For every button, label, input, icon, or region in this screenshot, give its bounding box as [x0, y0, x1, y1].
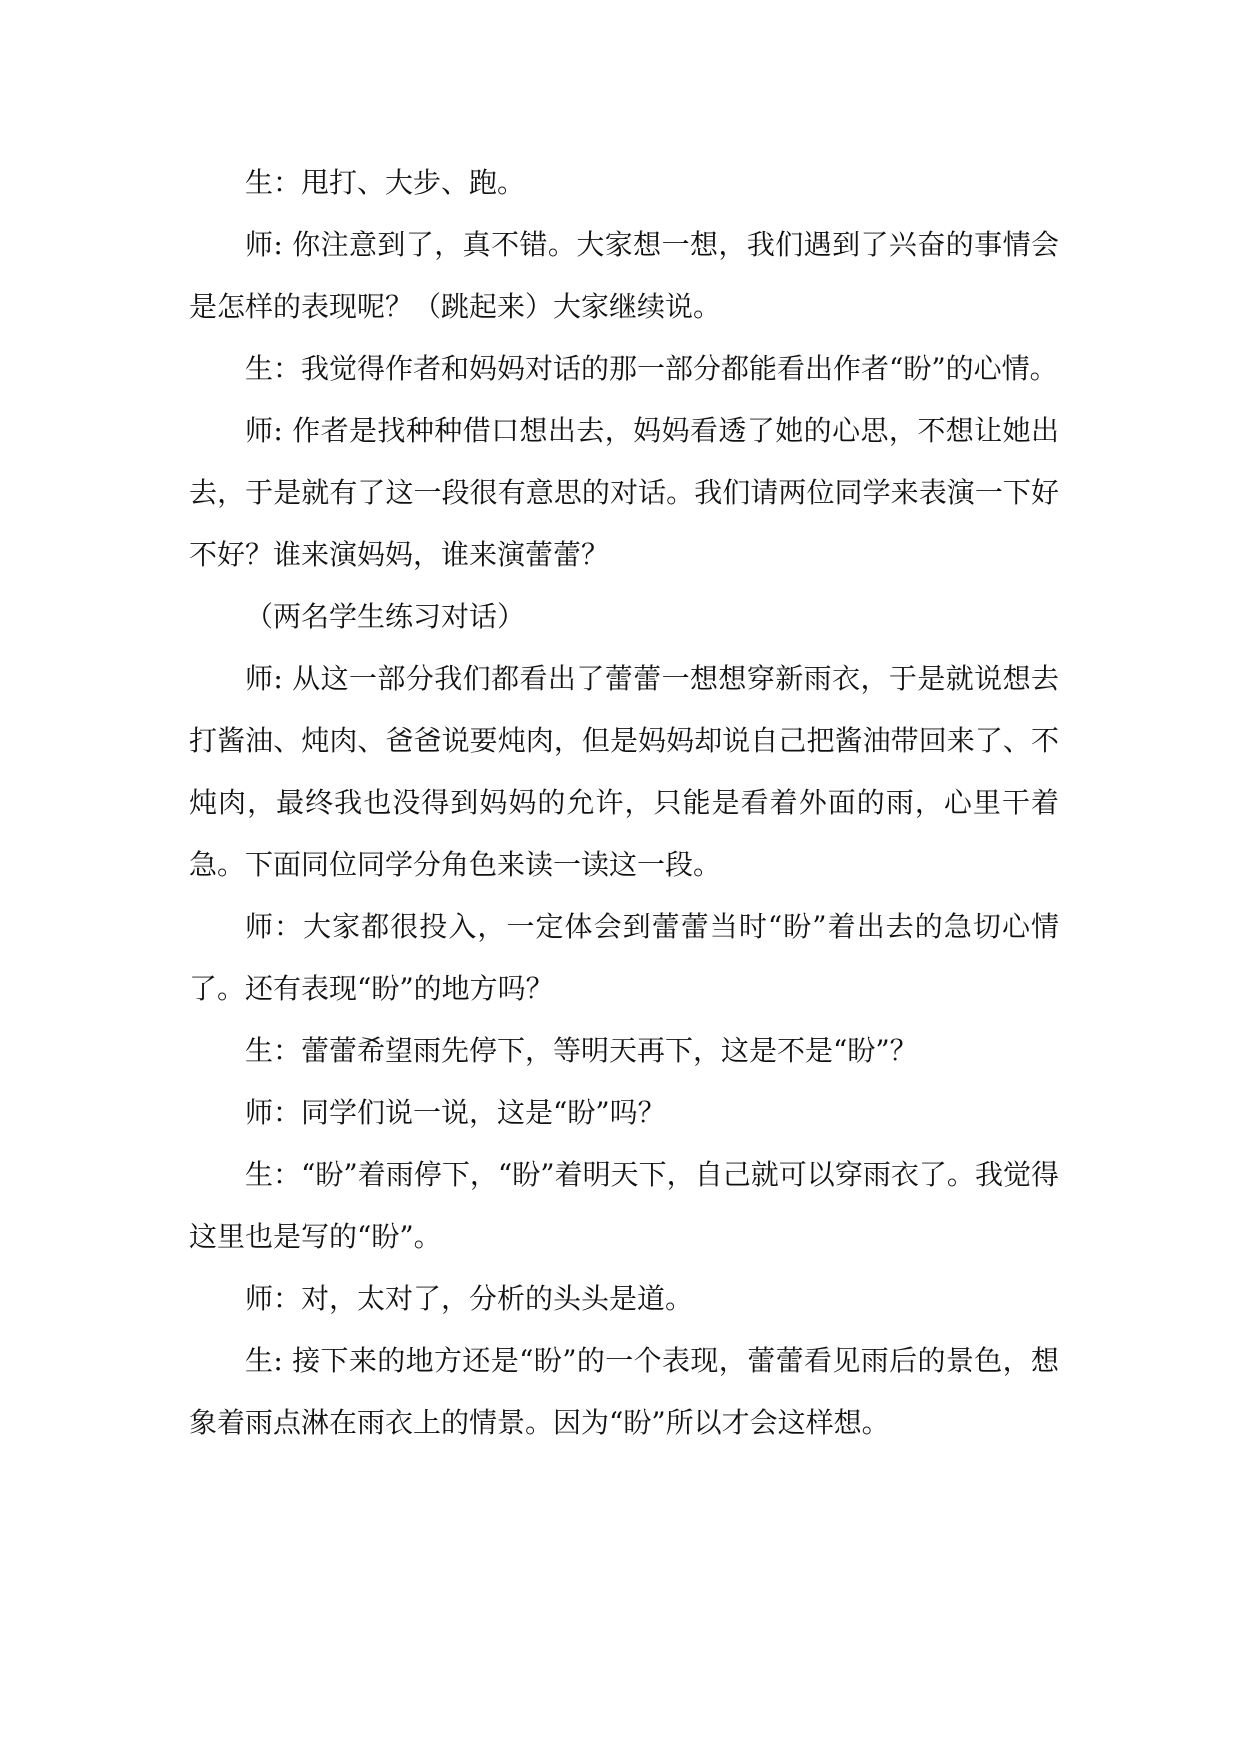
paragraph: 师：同学们说一说，这是“盼”吗？ [245, 1096, 666, 1129]
paragraph: 生：蕾蕾希望雨先停下，等明天再下，这是不是“盼”？ [245, 1034, 918, 1067]
paragraph: 师：对，太对了，分析的头头是道。 [245, 1282, 694, 1315]
paragraph: 生：我觉得作者和妈妈对话的那一部分都能看出作者“盼”的心情。 [245, 352, 1058, 385]
paragraph: 生：甩打、大步、跑。 [245, 166, 526, 199]
paragraph: 师: 作者是找种种借口想出去，妈妈看透了她的心思，不想让她出去，于是就有了这一段很有意思的对话。我们请两位同学来表演一下好不好？谁来演妈妈，谁来演蕾蕾？ [189, 414, 1059, 571]
paragraph: 师: 从这一部分我们都看出了蕾蕾一想想穿新雨衣，于是就说想去打酱油、炖肉、爸爸说要炖肉，但是妈妈却说自己把酱油带回来了、不炖肉，最终我也没得到妈妈的允许，只能是看着外面的雨，心里干着急。下面同位同学分角色来读一读这一段。 [189, 662, 1059, 881]
document-body [189, 152, 1059, 1454]
paragraph: 生：“盼”着雨停下，“盼”着明天下，自己就可以穿雨衣了。我觉得这里也是写的“盼”。 [189, 1158, 1059, 1253]
paragraph: 师: 你注意到了，真不错。大家想一想，我们遇到了兴奋的事情会是怎样的表现呢？（跳起来）大家继续说。 [189, 228, 1059, 323]
paragraph: 生: 接下来的地方还是“盼”的一个表现，蕾蕾看见雨后的景色，想象着雨点淋在雨衣上的情景。因为“盼”所以才会这样想。 [189, 1344, 1059, 1439]
paragraph: 师：大家都很投入，一定体会到蕾蕾当时“盼”着出去的急切心情了。还有表现“盼”的地方吗？ [189, 910, 1059, 1005]
stage-direction: （两名学生练习对话） [245, 600, 526, 633]
